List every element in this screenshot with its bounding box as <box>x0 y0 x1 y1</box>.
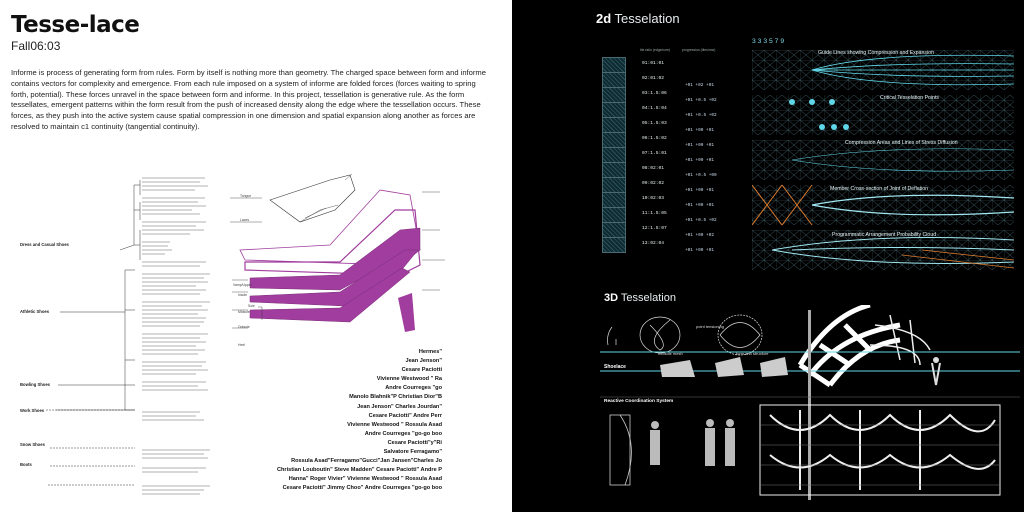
category-work: Work Shoes <box>20 408 45 413</box>
row-thumbnail <box>602 72 626 88</box>
row-thumbnail <box>602 237 626 253</box>
row-progression: +01 +00 +01 <box>685 128 714 133</box>
intro-paragraph: Informe is process of generating form from rules. Form by itself is nothing more than geometry. The charged space between form and informe contains vectors for complexity and emergence. From each rule imposed on a system of informe are folded forces (forces waiting to spring forth, potential). These forces unravel in the space between form and informe. In this project, tessellation is generative rule. As the form tessellates, emergent patterns within the form result from the push of increased density along the edge where the tessellation occurs. These forces, as they push into the active system cause spatial compression in one dimension and spatial expansion along another as forces are resolved to maintain c1 continuity (tangential continuity). <box>11 68 486 131</box>
row-ratio: 13:02:04 <box>642 241 665 246</box>
label-insole: Insole <box>238 293 248 297</box>
row-ratio: 06:1.5:02 <box>642 136 667 141</box>
category-dress: Dress and Casual Shoes <box>20 242 69 247</box>
row-ratio: 12:1.5:07 <box>642 226 667 231</box>
label-outsole: Outsole <box>238 325 250 329</box>
designer-line: Cesare Paciotti" Jimmy Choo" Andre Courreges "go-go boo <box>282 485 442 492</box>
row-progression: +01 +0.5 +02 <box>685 218 717 223</box>
project-title: Tesse-lace <box>11 12 140 38</box>
row-thumbnail <box>602 177 626 193</box>
category-boots: Boots <box>20 462 32 467</box>
column-head-ratio: tile ratio (edge/core) <box>640 48 671 52</box>
designer-names <box>277 348 442 494</box>
designer-line: Manolo Blahnik"P Christian Dior"B <box>349 394 442 401</box>
label-midsole: Midsole <box>238 310 250 314</box>
designer-line: Jean Jenson" <box>405 358 442 365</box>
row-progression: +01 +00 +02 <box>685 233 714 238</box>
designer-line: Hermes" <box>418 349 442 355</box>
row-thumbnail <box>602 102 626 118</box>
panel-label-guide: Guide Lines showing Compression and Expansion <box>818 50 934 56</box>
designer-line: Vivienne Westwood " Ra <box>376 376 442 383</box>
label-sole: Sole <box>248 304 255 308</box>
row-progression: +01 +00 +01 <box>685 158 714 163</box>
row-progression: +01 +00 +01 <box>685 143 714 148</box>
category-bowling: Bowling Shoes <box>20 382 51 387</box>
row-progression: +01 +00 +01 <box>685 203 714 208</box>
mini-label-form: form and structure <box>736 351 769 356</box>
mini-label-midsole: midsole mesh <box>658 351 683 356</box>
row-thumbnail <box>602 57 626 73</box>
designer-line: Rossula Asad"Ferragamo"Gucci"Jan Jansen"Charles Jo <box>291 458 442 465</box>
panel-compression-areas <box>752 140 1014 180</box>
row-progression: +01 +00 +01 <box>685 248 714 253</box>
row-thumbnail <box>602 207 626 223</box>
panel-label-cloud: Programmatic Arrangement Probability Cloud <box>832 232 937 238</box>
row-progression: +01 +0.5 +02 <box>685 98 717 103</box>
row-ratio: 08:02:01 <box>642 166 665 171</box>
row-thumbnail <box>602 222 626 238</box>
row-progression: +01 +0.5 +02 <box>685 113 717 118</box>
row-ratio: 07:1.5:01 <box>642 151 667 156</box>
row-ratio: 10:02:03 <box>642 196 665 201</box>
tesselation-3d-figure <box>600 305 1020 505</box>
row-ratio: 03:1.5:06 <box>642 91 667 96</box>
label-heel: Heel <box>238 343 245 347</box>
reactive-system-label: Reactive Coordination System <box>604 399 674 404</box>
designer-line: Vivienne Westwood " Rossula Asad <box>347 421 442 428</box>
row-ratio: 11:1.5:05 <box>642 211 667 216</box>
row-thumbnail <box>602 117 626 133</box>
designer-line: Andre Courreges "go <box>385 385 442 392</box>
row-ratio: 05:1.5:03 <box>642 121 667 126</box>
panel-label-member: Member Cross-section of Joint of Deflation <box>830 186 929 192</box>
row-ratio: 02:01:02 <box>642 76 665 81</box>
row-thumbnail <box>602 147 626 163</box>
label-vamp: Vamp/Upper <box>233 283 252 287</box>
designer-line: Cesare Paciotti <box>401 367 442 374</box>
designer-line: Hanna" Roger Vivier" Vivienne Westwood " Rossula Asad <box>288 476 442 483</box>
row-thumbnail <box>602 162 626 178</box>
section-2d-title: 2d Tesselation <box>596 11 680 26</box>
designer-line: Jean Jenson" Charles Jourdan" <box>357 403 442 410</box>
project-subtitle: Fall06:03 <box>11 39 61 53</box>
tile-counts: 3 3 3 5 7 9 <box>752 38 785 45</box>
row-progression: +01 +00 +01 <box>685 188 714 193</box>
label-tongue: Tongue <box>240 194 252 198</box>
row-thumbnail <box>602 192 626 208</box>
panel-label-compression: Compression Areas and Lines of Stress Diffusion <box>845 140 958 146</box>
designer-line: Salvatore Ferragamo" <box>383 449 442 456</box>
panel-label-critical: Critical Tesselation Points <box>880 95 940 101</box>
row-thumbnail <box>602 132 626 148</box>
category-snow: Snow Shoes <box>20 442 45 447</box>
shoe-layer-diagram <box>230 174 445 332</box>
row-progression: +01 +02 +01 <box>685 83 714 88</box>
column-head-progression: progression (tiles/row) <box>682 48 716 52</box>
shoelace-label: Shoelace <box>604 364 626 370</box>
row-ratio: 09:02:02 <box>642 181 665 186</box>
category-athletic: Athletic Shoes <box>20 309 50 314</box>
mini-label-point: point tensioning <box>696 324 725 329</box>
row-progression: +01 +0.5 +00 <box>685 173 717 178</box>
label-laces: Laces <box>240 218 250 222</box>
section-3d-title: 3D Tesselation <box>604 292 676 304</box>
designer-line: Christian Louboutin" Steve Madden" Cesare Paciotti" Andre P <box>276 467 442 474</box>
row-thumbnail <box>602 87 626 103</box>
designer-line: Cesare Paciotti"y"Ri <box>387 439 442 446</box>
designer-line: Andre Courreges "go-go boo <box>364 430 442 437</box>
tesselation-panels <box>752 50 1014 275</box>
row-ratio: 04:1.5:04 <box>642 106 667 111</box>
designer-line: Cesare Paciotti" Andre Perr <box>368 412 442 419</box>
row-ratio: 01:01:01 <box>642 61 665 66</box>
